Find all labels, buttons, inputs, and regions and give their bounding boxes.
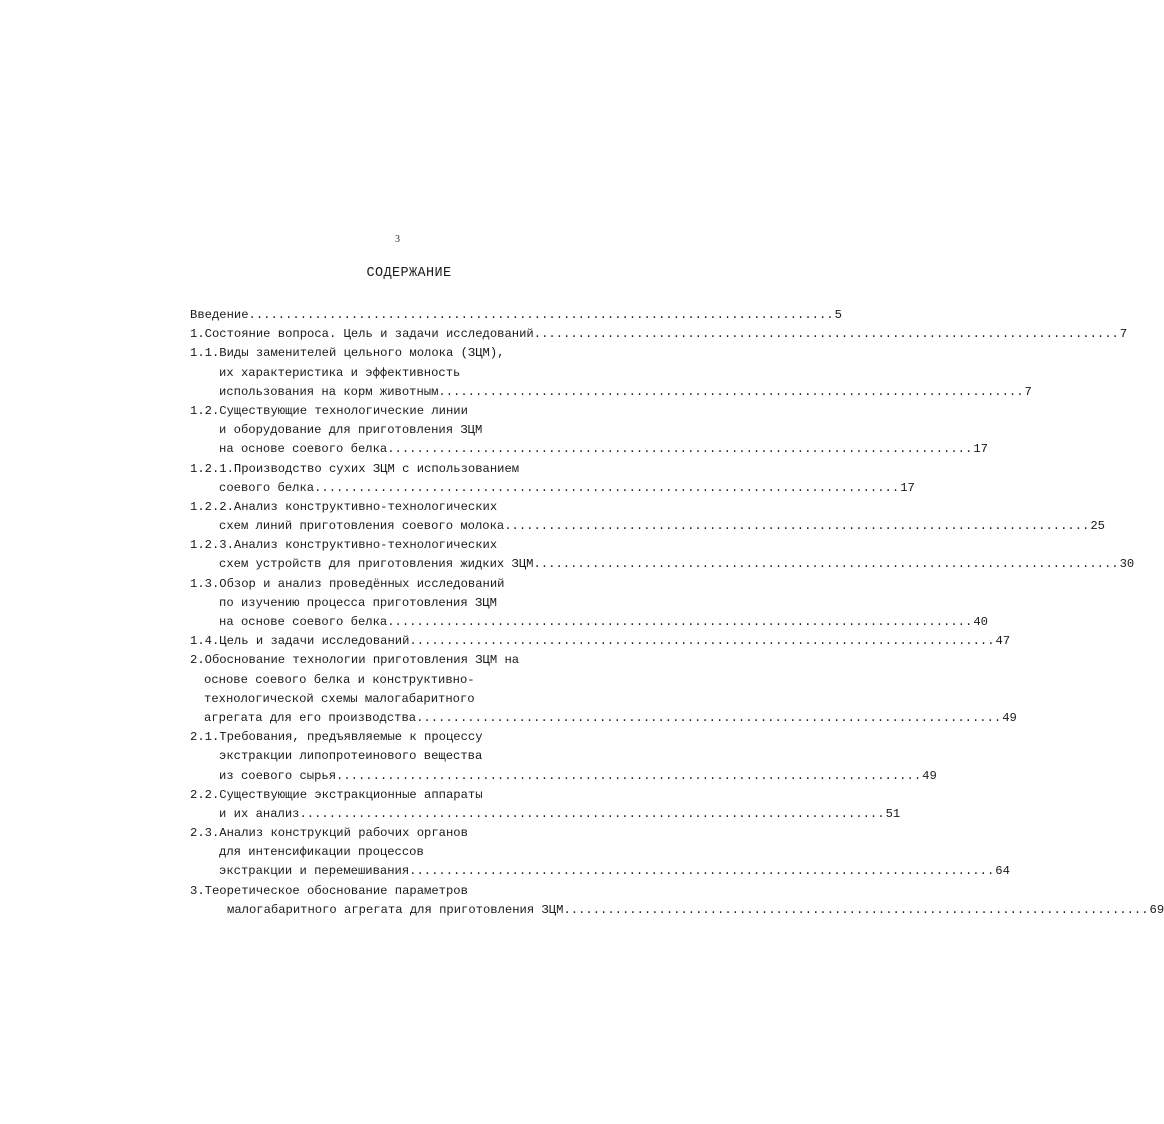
toc-leader-dots: ................................................................................ — [299, 806, 885, 821]
toc-line: их характеристика и эффективность — [219, 365, 461, 380]
toc-entry[interactable] — [190, 536, 1135, 574]
toc-line — [190, 383, 1032, 402]
toc-line — [190, 862, 1010, 881]
toc-leader-dots: ................................................................................ — [563, 902, 1149, 917]
toc-line — [190, 306, 842, 325]
toc-entry-text: на основе соевого белка — [219, 442, 388, 457]
toc-leader-dots: ................................................................................ — [533, 327, 1119, 342]
toc-page-number: 40 — [973, 615, 988, 629]
toc-line: и оборудование для приготовления ЗЦМ — [219, 423, 483, 438]
toc-leader-dots: ................................................................................ — [314, 480, 900, 495]
toc-line — [190, 325, 1128, 344]
toc-entry[interactable] — [190, 325, 1128, 344]
toc-page-number: 30 — [1119, 557, 1135, 572]
toc-line: 2.2.Существующие экстракционные аппараты — [190, 787, 483, 802]
toc-line — [190, 479, 915, 498]
toc-page-number: 7 — [1024, 384, 1032, 399]
toc-entry[interactable] — [190, 728, 937, 786]
toc-line: технологической схемы малогабаритного — [204, 691, 475, 706]
toc-line: 1.1.Виды заменителей цельного молока (ЗЦМ), — [190, 346, 505, 361]
page-number: 3 — [395, 234, 400, 245]
toc-entry[interactable] — [190, 344, 1032, 402]
toc-entry-text: Введение — [190, 308, 249, 322]
toc-leader-dots: ................................................................................ — [409, 634, 995, 649]
toc-entry-text: 1.Состояние вопроса. Цель и задачи исследований — [190, 327, 534, 342]
toc-leader-dots: ................................................................................ — [533, 557, 1119, 572]
toc-page-number: 64 — [995, 864, 1010, 879]
toc-entry[interactable] — [190, 786, 901, 824]
toc-line — [190, 632, 1011, 651]
toc-entry[interactable] — [190, 882, 1164, 920]
toc-entry-text: на основе соевого белка — [219, 615, 388, 629]
toc-leader-dots: ................................................................................ — [409, 864, 995, 879]
toc-line — [190, 440, 988, 459]
toc-leader-dots: ................................................................................ — [387, 442, 973, 457]
toc-entry-text: схем устройств для приготовления жидких ЗЦМ — [219, 557, 534, 572]
page-title: СОДЕРЖАНИЕ — [366, 266, 452, 281]
toc-line: 2.Обоснование технологии приготовления ЗЦМ на — [190, 653, 520, 668]
toc-leader-dots: ................................................................................ — [336, 768, 922, 783]
toc-entry-text: и их анализ — [219, 806, 300, 821]
toc-line: 1.2.Существующие технологические линии — [190, 403, 468, 418]
toc-line: 2.3.Анализ конструкций рабочих органов — [190, 826, 468, 841]
toc-line — [190, 709, 1017, 728]
toc-entry[interactable] — [190, 651, 1017, 728]
toc-line — [190, 767, 937, 786]
toc-line: 1.2.1.Производство сухих ЗЦМ с использованием — [190, 461, 520, 476]
toc-page-number: 51 — [885, 806, 901, 821]
toc-entry[interactable] — [190, 402, 988, 460]
toc-entry[interactable] — [190, 575, 988, 633]
toc-line — [190, 901, 1164, 920]
toc-line: 3.Теоретическое обоснование параметров — [190, 883, 468, 898]
toc-entry-text: использования на корм животным — [219, 384, 439, 399]
toc-page-number: 69 — [1149, 902, 1164, 917]
toc-entry[interactable] — [190, 306, 842, 325]
toc-entry[interactable] — [190, 460, 915, 498]
toc-leader-dots: ................................................................................ — [438, 384, 1024, 399]
toc-entry[interactable] — [190, 824, 1010, 882]
toc-line: 1.3.Обзор и анализ проведённых исследований — [190, 576, 505, 591]
toc-line — [190, 555, 1135, 574]
toc-leader-dots: ................................................................................ — [387, 615, 973, 629]
toc-entry-text: малогабаритного агрегата для приготовления ЗЦМ — [227, 902, 564, 917]
toc-page-number: 47 — [995, 634, 1011, 649]
toc-entry-text: экстракции и перемешивания — [219, 864, 410, 879]
toc-entry[interactable] — [190, 498, 1105, 536]
toc-page-number: 5 — [834, 308, 842, 322]
toc-entry-text: агрегата для его производства — [204, 710, 417, 725]
toc-page-number: 17 — [973, 442, 988, 457]
toc-line: основе соевого белка и конструктивно- — [204, 672, 475, 687]
toc-leader-dots: ................................................................................ — [248, 308, 834, 322]
toc-line — [190, 805, 901, 824]
toc-entry[interactable] — [190, 632, 1011, 651]
toc-line: для интенсификации процессов — [219, 845, 424, 860]
toc-page-number: 7 — [1119, 327, 1128, 342]
toc-entry-text: схем линий приготовления соевого молока — [219, 519, 505, 534]
toc-page-number: 25 — [1090, 519, 1105, 534]
toc-page-number: 17 — [900, 480, 915, 495]
toc-leader-dots: ................................................................................ — [504, 519, 1090, 534]
toc-leader-dots: ................................................................................ — [416, 710, 1002, 725]
table-of-contents — [190, 306, 1164, 920]
toc-page-number: 49 — [1002, 710, 1017, 725]
toc-line — [190, 517, 1105, 536]
toc-line: экстракции липопротеинового вещества — [219, 749, 483, 764]
toc-line: 1.2.2.Анализ конструктивно-технологических — [190, 499, 498, 514]
toc-line: 1.2.3.Анализ конструктивно-технологических — [190, 538, 498, 553]
toc-entry-text: соевого белка — [219, 480, 315, 495]
toc-line — [190, 613, 988, 632]
toc-entry-text: из соевого сырья — [219, 768, 337, 783]
toc-entry-text: 1.4.Цель и задачи исследований — [190, 634, 410, 649]
toc-line: 2.1.Требования, предъявляемые к процессу — [190, 730, 483, 745]
toc-line: по изучению процесса приготовления ЗЦМ — [219, 595, 497, 610]
toc-page-number: 49 — [922, 768, 937, 783]
